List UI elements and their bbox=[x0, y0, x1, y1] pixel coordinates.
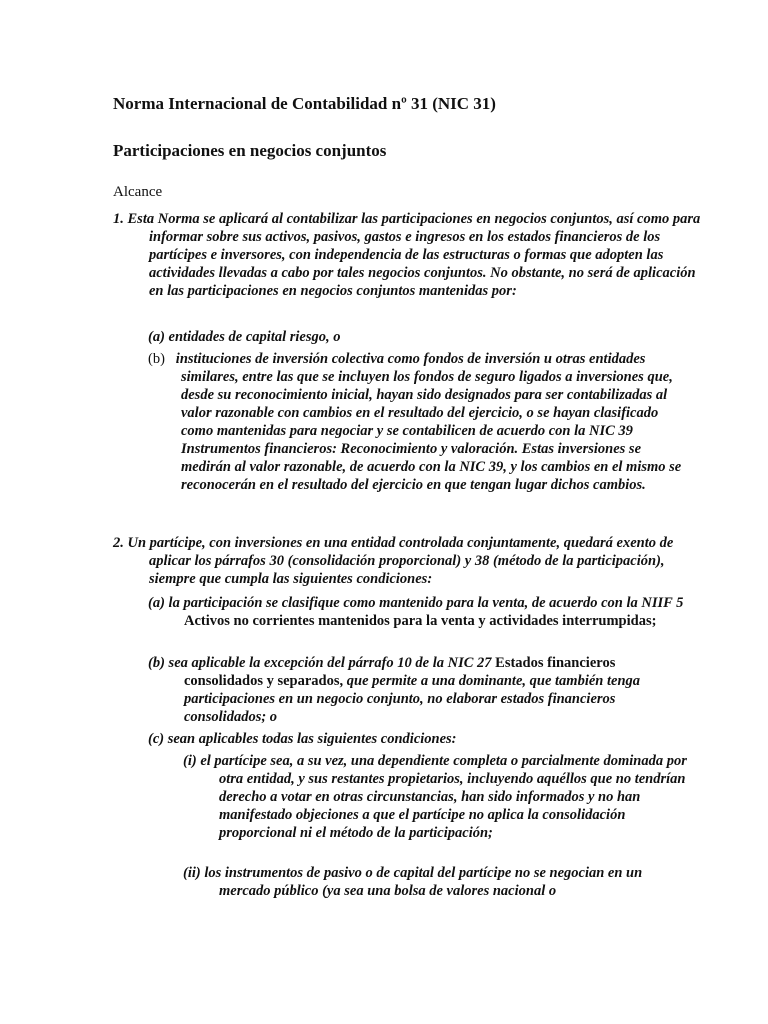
item-label: (b) bbox=[148, 655, 165, 671]
item-text: la participación se clasifique como mantenido para la venta, de acuerdo con la NIIF 5 bbox=[168, 595, 684, 611]
paragraph-number: 2. bbox=[113, 535, 124, 551]
document-title: Norma Internacional de Contabilidad nº 31 (NIC 31) bbox=[113, 94, 496, 113]
item-label: (i) bbox=[183, 753, 197, 769]
item-text-title: Activos no corrientes mantenidos para la venta y actividades interrumpidas; bbox=[184, 613, 657, 629]
item-2a bbox=[148, 594, 692, 630]
item-1a bbox=[148, 328, 668, 346]
item-2c-ii bbox=[183, 864, 695, 900]
paragraph-1 bbox=[113, 210, 709, 300]
item-text: sea aplicable la excepción del párrafo 10 de la NIC 27 bbox=[168, 655, 492, 671]
item-text-title: Estados financieros consolidados y separados, bbox=[184, 655, 616, 689]
item-text: sean aplicables todas las siguientes condiciones: bbox=[167, 731, 457, 747]
item-2c bbox=[148, 730, 648, 748]
item-label: (c) bbox=[148, 731, 165, 747]
paragraph-text: Esta Norma se aplicará al contabilizar las participaciones en negocios conjuntos, así como para informar sobre sus activos, pasivos, gastos e ingresos en los estados financieros de los partícipes e inversores, con independencia de las estructuras o formas que adopten las actividades llevadas a cabo por tales negocios conjuntos. No obstante, no será de aplicación en las participaciones en negocios conjuntos mantenidas por: bbox=[127, 211, 701, 299]
item-text: los instrumentos de pasivo o de capital del partícipe no se negocian en un mercado público (ya sea una bolsa de valores nacional o bbox=[204, 865, 643, 899]
item-label: (a) bbox=[148, 595, 165, 611]
paragraph-2 bbox=[113, 534, 709, 588]
item-1b bbox=[148, 350, 689, 494]
document-subtitle: Participaciones en negocios conjuntos bbox=[113, 141, 387, 160]
item-text: instituciones de inversión colectiva como fondos de inversión u otras entidades similares, entre las que se incluyen los fondos de seguro ligados a inversiones que, desde su reconocimiento inicial, hayan sido designados para ser contabilizadas al valor razonable con cambios en el resultado del ejercicio, o se hayan clasificado como mantenidas para negociar y se contabilicen de acuerdo con la NIC 39 Instrumentos financieros: Reconocimiento y valoración. Estas inversiones se medirán al valor razonable, de acuerdo con la NIC 39, y los cambios en el mismo se reconocerán en el resultado del ejercicio en que tengan lugar dichos cambios. bbox=[175, 351, 682, 493]
item-text: entidades de capital riesgo, o bbox=[168, 329, 341, 345]
item-text-cont: que permite a una dominante, que también tenga participaciones en un negocio conjunto, no elaborar estados financieros consolidados; o bbox=[184, 673, 641, 725]
item-label: (a) bbox=[148, 329, 165, 345]
paragraph-text: Un partícipe, con inversiones en una entidad controlada conjuntamente, quedará exento de aplicar los párrafos 30 (consolidación proporcional) y 38 (método de la participación), siempre que cumpla las siguientes condiciones: bbox=[127, 535, 674, 587]
paragraph-number: 1. bbox=[113, 211, 124, 227]
item-label: (ii) bbox=[183, 865, 201, 881]
section-heading: Alcance bbox=[113, 184, 163, 200]
item-text: el partícipe sea, a su vez, una dependiente completa o parcialmente dominada por otra entidad, y sus restantes propietarios, incluyendo aquéllos que no tendrían derecho a votar en otras circunstancias, han sido informados y no han manifestado objeciones a que el partícipe no aplica la consolidación proporcional ni el método de la participación; bbox=[200, 753, 687, 841]
item-2b bbox=[148, 654, 692, 726]
item-label: (b) bbox=[148, 351, 165, 367]
item-2c-i bbox=[183, 752, 695, 842]
